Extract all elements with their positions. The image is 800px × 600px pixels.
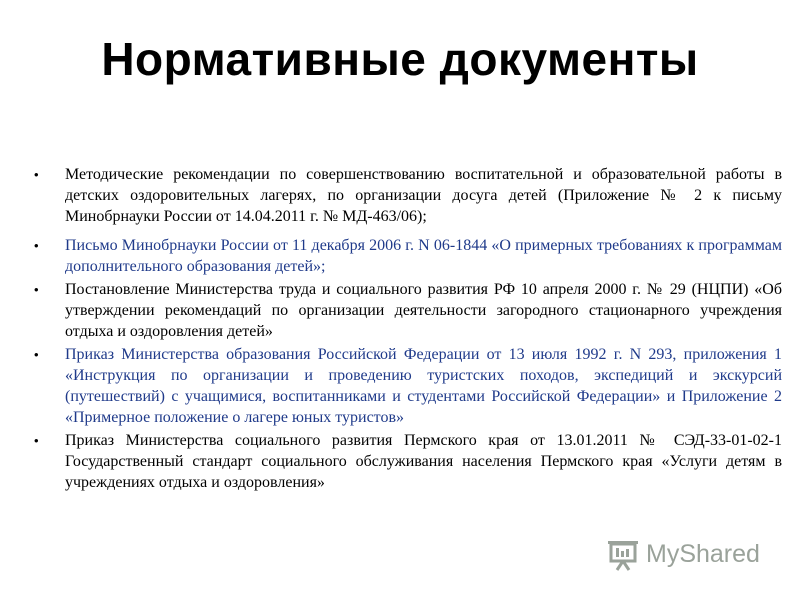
bullet-icon: • xyxy=(34,347,39,362)
item-text: Методические рекомендации по совершенствованию воспитательной и образовательной работы в детских оздоровительных лагерях, по организации досуга детей (Приложение № 2 к письму Минобрнауки России от 14.04.2011 г. № МД-463/06); xyxy=(65,166,782,225)
bullet-icon: • xyxy=(34,167,39,182)
document-list xyxy=(30,164,782,495)
item-text: Приказ Министерства образования Российской Федерации от 13 июля 1992 г. N 293, приложения 1 «Инструкция по организации и проведению туристских походов, экспедиций и экскурсий (путешествий) с учащимися, воспитанниками и студентами Российской Федерации» и Приложение 2 «Примерное положение о лагере юных туристов» xyxy=(65,346,782,426)
bullet-icon: • xyxy=(34,282,39,297)
item-text: Постановление Министерства труда и социального развития РФ 10 апреля 2000 г. № 29 (НЦПИ) «Об утверждении рекомендаций по организации деятельности загородного стационарного учреждения отдыха и оздоровления детей» xyxy=(65,281,782,340)
watermark xyxy=(606,538,766,572)
bullet-icon: • xyxy=(34,238,39,253)
watermark-text: MyShared xyxy=(646,540,760,568)
item-text: Письмо Минобрнауки России от 11 декабря 2006 г. N 06-1844 «О примерных требованиях к программам дополнительного образования детей»; xyxy=(65,237,782,275)
bullet-icon: • xyxy=(34,433,39,448)
list-item xyxy=(30,164,782,227)
list-item xyxy=(30,344,782,428)
list-item xyxy=(30,235,782,277)
list-item xyxy=(30,279,782,342)
slide-title: Нормативные документы xyxy=(101,33,699,85)
presentation-board-icon xyxy=(606,538,642,572)
list-item xyxy=(30,430,782,493)
item-text: Приказ Министерства социального развития Пермского края от 13.01.2011 № СЭД-33-01-02-1 Государственный стандарт социального обслуживания населения Пермского края «Услуги детям в учреждениях отдыха и оздоровления» xyxy=(65,432,782,491)
